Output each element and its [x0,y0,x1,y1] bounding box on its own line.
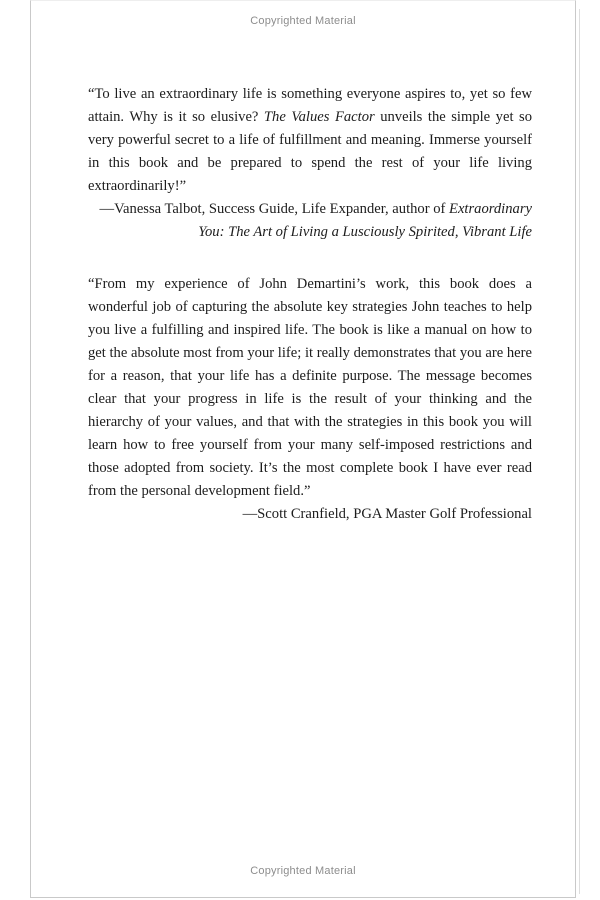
copyright-watermark-bottom: Copyrighted Material [250,865,356,877]
quote-2-attribution: —Scott Cranfield, PGA Master Golf Professional [242,506,532,522]
quote-1-attribution-name: —Vanessa Talbot, Success Guide, Life Expander, author of [99,201,450,217]
quote-1 [88,83,532,198]
quote-2: “From my experience of John Demartini’s work, this book does a wonderful job of capturing the absolute key strategies John teaches to help you live a fulfilling and inspired life. The book is like a manual on how to get the absolute most from your life; it really demonstrates that you are here for a reason, that your life has a definite purpose. The message becomes clear that your progress in life is the result of your thinking and the hierarchy of your values, and that with the strategies in this book you will learn how to free yourself from your many self-imposed restrictions and those adopted from society. It’s the most complete book I have ever read from the personal development field.” [88,276,532,499]
quote-1-attribution [88,198,532,244]
page-content [31,27,575,526]
quote-1-text-end: unveils the simple yet so very powerful secret to a life of fulfillment and meaning. Immerse yourself in this book and be prepared to spend the rest of your life living extraordinarily!” [88,109,532,194]
quote-1-attribution-book-title: Extraordinary You: The Art of Living a Lusciously Spirited, Vibrant Life [198,201,532,240]
copyright-watermark-top: Copyrighted Material [250,15,356,27]
quote-1-book-title: The Values Factor [263,109,375,125]
quote-1-text-start: “To live an extraordinary life is something everyone aspires to, yet so few attain. Why is it so elusive? [88,86,532,125]
book-page [30,0,576,898]
